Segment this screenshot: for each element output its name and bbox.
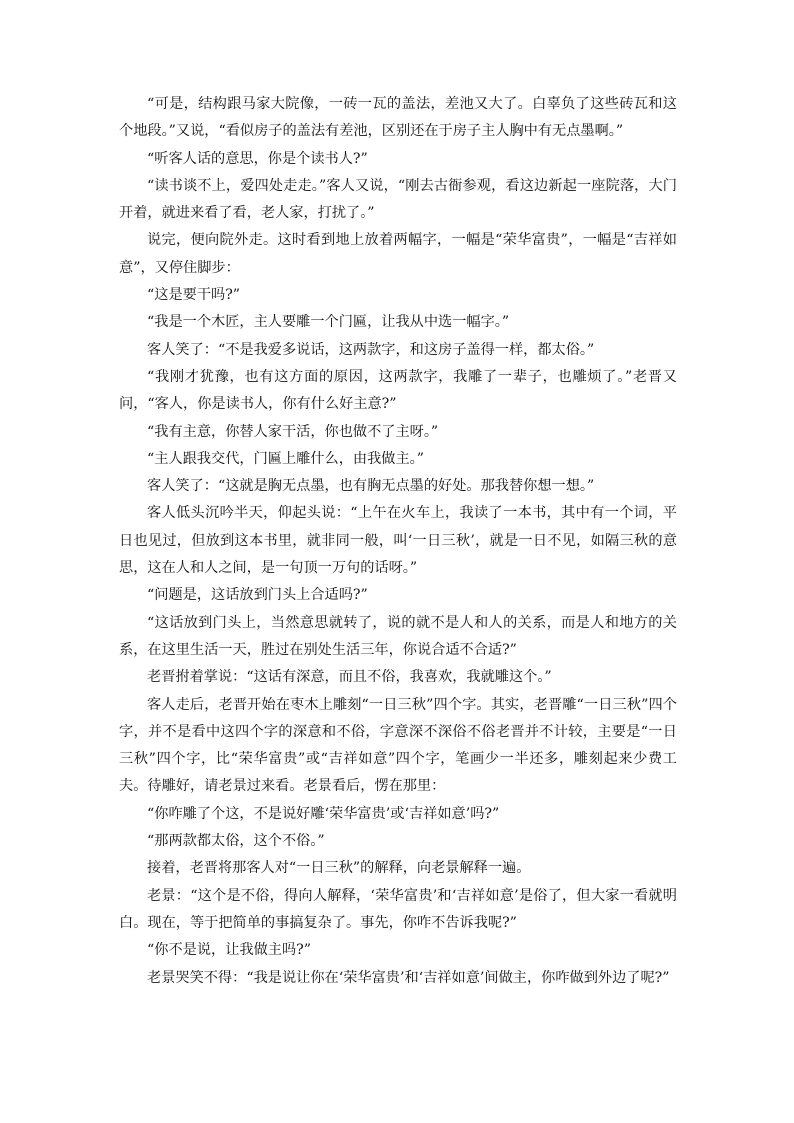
paragraph: “我是一个木匠，主人要雕一个门匾，让我从中选一幅字。” [147, 314, 510, 331]
paragraph: “主人跟我交代，门匾上雕什么，由我做主。” [147, 450, 424, 467]
paragraph: 接着，老晋将那客人对“一日三秋”的解释，向老景解释一遍。 [147, 860, 531, 877]
paragraph: “这话放到门头上，当然意思就转了，说的就不是人和人的关系，而是人和地方的关系，在这里生活一天，胜过在别处生活三年，你说合适不合适?” [119, 614, 677, 658]
paragraph: “读书谈不上，爱四处走走。”客人又说，“刚去古衙参观，看这边新起一座院落，大门开着，就进来看了看，老人家，打扰了。” [119, 177, 677, 222]
paragraph: “那两款都太俗，这个不俗。” [147, 833, 325, 850]
paragraph: “我刚才犹豫，也有这方面的原因，这两款字，我雕了一辈子，也雕烦了。”老晋又问，“客人，你是读书人，你有什么好主意?” [119, 368, 677, 413]
story-body [119, 91, 677, 992]
paragraph: 客人笑了：“不是我爱多说话，这两款字，和这房子盖得一样，都太俗。” [147, 341, 595, 358]
paragraph: 客人低头沉吟半天，仰起头说：“上午在火车上，我读了一本书，其中有一个词，平日也见过，但放到这本书里，就非同一般，叫‘一日三秋’，就是一日不见，如隔三秋的意思，这在人和人之间，是一句顶一万句的话呀。” [119, 505, 677, 577]
paragraph: “听客人话的意思，你是个读书人?” [147, 150, 368, 167]
paragraph: “我有主意，你替人家干活，你也做不了主呀。” [147, 423, 439, 440]
paragraph: “你咋雕了个这，不是说好雕‘荣华富贵’或‘吉祥如意’吗?” [147, 805, 500, 822]
paragraph: 客人走后，老晋开始在枣木上雕刻“一日三秋”四个字。其实，老晋雕“一日三秋”四个字，并不是看中这四个字的深意和不俗，字意深不深俗不俗老晋并不计较，主要是“一日三秋”四个字，比“荣华富贵”或“吉祥如意”四个字，笔画少一半还多，雕刻起来少费工夫。待雕好，请老景过来看。老景看后，愣在那里： [119, 696, 677, 795]
paragraph: “你不是说，让我做主吗?” [147, 942, 311, 959]
paragraph: 客人笑了：“这就是胸无点墨，也有胸无点墨的好处。那我替你想一想。” [147, 478, 595, 495]
paragraph: 老景：“这个是不俗，得向人解释，‘荣华富贵’和‘吉祥如意’是俗了，但大家一看就明白。现在，等于把简单的事搞复杂了。事先，你咋不告诉我呢?” [119, 887, 677, 931]
paragraph: 说完，便向院外走。这时看到地上放着两幅字，一幅是“荣华富贵”，一幅是“吉祥如意”，又停住脚步： [119, 232, 677, 276]
paragraph: “问题是，这话放到门头上合适吗?” [147, 587, 368, 604]
paragraph: “可是，结构跟马家大院像，一砖一瓦的盖法，差池又大了。白辜负了这些砖瓦和这个地段。”又说，“看似房子的盖法有差池，区别还在于房子主人胸中有无点墨啊。” [119, 96, 677, 140]
paragraph: “这是要干吗?” [147, 287, 241, 304]
paragraph: 老景哭笑不得：“我是说让你在‘荣华富贵’和‘吉祥如意’间做主，你咋做到外边了呢?” [147, 969, 670, 986]
paragraph: 老晋拊着掌说：“这话有深意，而且不俗，我喜欢，我就雕这个。” [147, 669, 552, 686]
